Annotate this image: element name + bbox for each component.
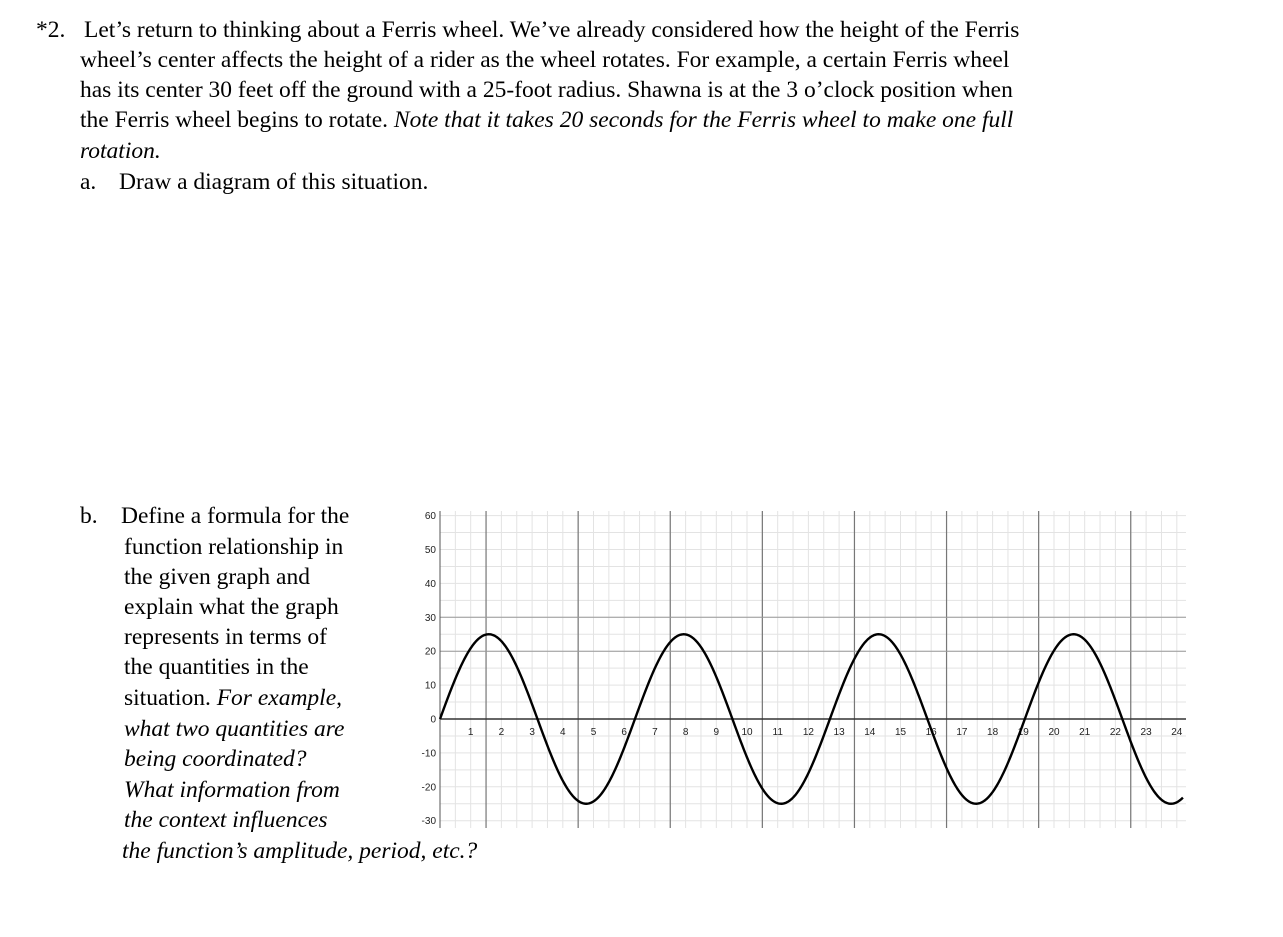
- grid-minor: [440, 511, 1186, 828]
- part-b-line-2: function relationship in: [124, 534, 344, 560]
- y-tick-label: -20: [421, 782, 436, 794]
- x-tick-label: 24: [1171, 727, 1183, 738]
- x-tick-label: 2: [498, 727, 505, 738]
- problem-line-4-italic: Note that it takes 20 seconds for the Ferris wheel to make one full: [393, 107, 1014, 133]
- part-b-line-9: being coordinated?: [124, 746, 307, 772]
- x-tick-label: 14: [864, 727, 876, 738]
- y-tick-label: -10: [421, 748, 436, 760]
- x-tick-label: 21: [1079, 727, 1091, 738]
- part-b-line-4: explain what the graph: [124, 594, 339, 620]
- x-tick-label: 6: [621, 727, 627, 738]
- x-tick-label: 10: [741, 727, 753, 738]
- x-tick-label: 1: [467, 727, 474, 738]
- problem-line-4-regular: the Ferris wheel begins to rotate.: [80, 107, 389, 133]
- x-tick-label: 18: [987, 727, 999, 738]
- part-b-line-5: represents in terms of: [124, 624, 327, 650]
- x-tick-label: 20: [1048, 727, 1060, 738]
- x-tick-label: 4: [560, 727, 566, 738]
- problem-line-5: rotation.: [80, 138, 161, 164]
- part-b-line-3: the given graph and: [124, 564, 310, 590]
- y-tick-label: 10: [424, 680, 436, 692]
- y-tick-labels: [422, 511, 437, 827]
- x-tick-label: 11: [772, 727, 783, 738]
- x-tick-label: 9: [713, 727, 720, 738]
- x-tick-label: 19: [1017, 727, 1029, 738]
- x-tick-label: 15: [894, 727, 907, 738]
- y-tick-label: -30: [421, 816, 436, 828]
- problem-line-2: wheel’s center affects the height of a rider as the wheel rotates. For example, a certain Ferris wheel: [80, 47, 1010, 73]
- x-tick-label: 3: [529, 727, 535, 738]
- y-tick-label: 50: [424, 545, 436, 556]
- y-tick-label: 0: [430, 714, 436, 726]
- part-b-line-8: what two quantities are: [124, 716, 345, 742]
- x-tick-label: 16: [925, 727, 937, 738]
- part-a-letter: a.: [80, 169, 97, 195]
- part-b-line-1: Define a formula for the: [121, 503, 350, 529]
- x-tick-label: 5: [590, 727, 597, 738]
- part-b-line-11: the context influences: [124, 807, 328, 833]
- x-tick-label: 23: [1140, 727, 1152, 738]
- x-tick-label: 7: [652, 727, 658, 738]
- part-a-text: Draw a diagram of this situation.: [119, 169, 429, 195]
- part-b-line-10: What information from: [124, 777, 340, 803]
- axes: [440, 511, 1186, 828]
- problem-line-3: has its center 30 feet off the ground with a 25-foot radius. Shawna is at the 3 o’clock position when: [80, 77, 1013, 103]
- grid-major: [440, 511, 1186, 828]
- y-tick-label: 20: [424, 646, 436, 658]
- part-b-line-12: the function’s amplitude, period, etc.?: [122, 838, 478, 864]
- problem-number: *2.: [36, 17, 66, 43]
- x-tick-label: 17: [956, 727, 968, 738]
- part-b-line-7-regular: situation.: [124, 685, 211, 711]
- x-tick-label: 13: [833, 727, 845, 738]
- x-tick-label: 8: [682, 727, 689, 738]
- part-b-line-6: the quantities in the: [124, 654, 309, 680]
- y-tick-label: 30: [424, 612, 436, 624]
- problem-line-1: Let’s return to thinking about a Ferris wheel. We’ve already considered how the height of the Ferris: [84, 17, 1020, 43]
- part-b-letter: b.: [80, 503, 98, 529]
- y-tick-label: 60: [424, 511, 436, 523]
- x-tick-label: 12: [802, 727, 814, 738]
- x-tick-label: 22: [1109, 727, 1121, 738]
- part-b-line-7-italic: For example,: [216, 685, 342, 711]
- y-tick-label: 40: [424, 578, 436, 590]
